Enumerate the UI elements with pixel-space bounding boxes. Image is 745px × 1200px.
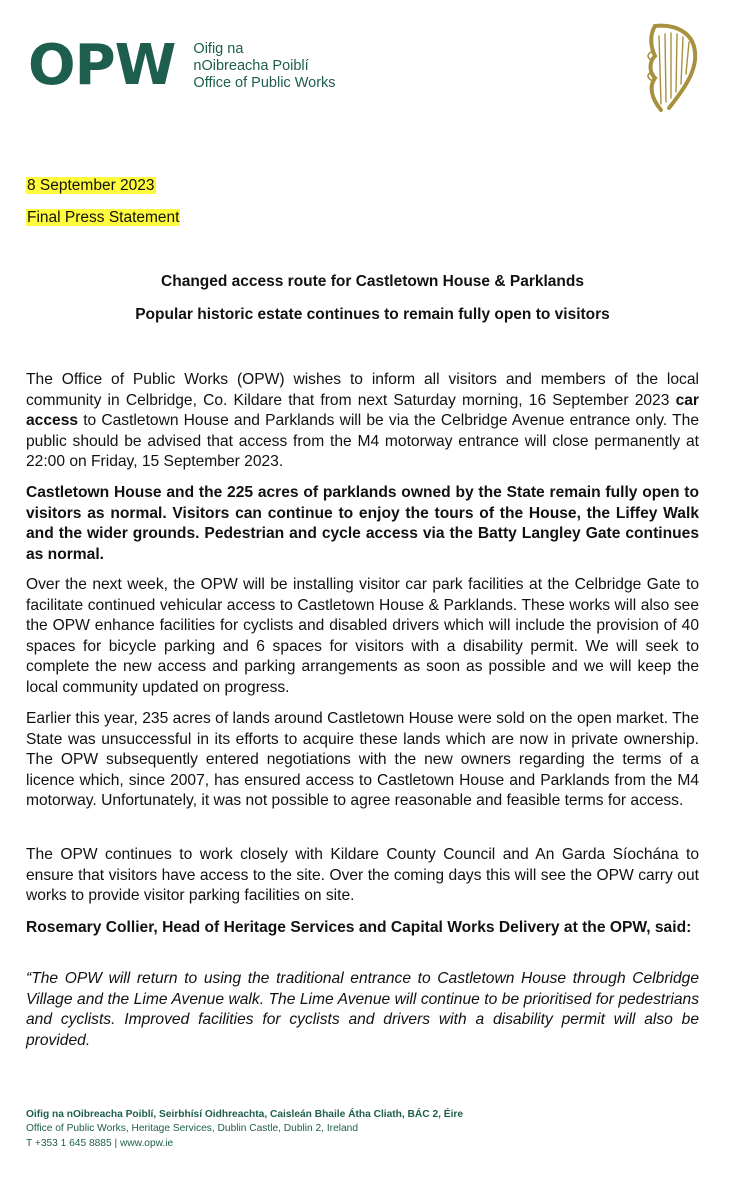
paragraph-6-speaker: Rosemary Collier, Head of Heritage Services and Capital Works Delivery at the OPW, said: xyxy=(26,919,692,936)
paragraph-5: The OPW continues to work closely with Kildare County Council and An Garda Síochána to ensure that visitors have access to the site. Over the coming days this will see the OPW carry out works to provide visitor parking facilities on site. xyxy=(26,846,699,905)
logo-mark: OPW xyxy=(28,33,176,98)
press-date xyxy=(26,176,156,196)
logo-line-english: Office of Public Works xyxy=(193,74,336,91)
paragraph-1 xyxy=(26,370,699,473)
paragraph-1-part-a: The Office of Public Works (OPW) wishes to inform all visitors and members of the local community in Celbridge, Co. Kildare that from next Saturday morning, 16 September 2023 xyxy=(26,371,699,409)
press-date-text: 8 September 2023 xyxy=(27,177,155,194)
paragraph-1-part-b: to Castletown House and Parklands will be via the Celbridge Avenue entrance only. The public should be advised that access from the M4 motorway entrance will close permanently at 22:00 on Friday, 15 September 2023. xyxy=(26,412,699,471)
statement-type xyxy=(26,208,180,228)
paragraph-4: Earlier this year, 235 acres of lands around Castletown House were sold on the open market. The State was unsuccessful in its efforts to acquire these lands which are now in private ownership. The OPW subsequently entered negotiations with the new owners regarding the terms of a licence which, since 2007, has ensured access to Castletown House and Parklands from the M4 motorway. Unfortunately, it was not possible to agree reasonable and feasible terms for access. xyxy=(26,710,699,810)
logo-line-irish-1: Oifig na xyxy=(193,40,244,57)
footer-line-irish: Oifig na nOibreacha Poiblí, Seirbhísí Oidhreachta, Caisleán Bhaile Átha Cliath, BÁC 2, Éire xyxy=(26,1109,464,1120)
statement-type-text: Final Press Statement xyxy=(27,209,180,226)
footer-line-contact: T +353 1 645 8885 | www.opw.ie xyxy=(26,1137,174,1149)
opw-logo xyxy=(28,33,336,98)
footer xyxy=(26,1108,463,1151)
footer-line-english: Office of Public Works, Heritage Services, Dublin Castle, Dublin 2, Ireland xyxy=(26,1123,358,1135)
logo-text xyxy=(193,41,335,92)
paragraph-1-bold: car access xyxy=(26,391,699,430)
paragraph-7-quote: “The OPW will return to using the traditional entrance to Castletown House through Celbridge Village and the Lime Avenue walk. The Lime Avenue will continue to be prioritised for pedestrians and cyclists. Improved facilities for cyclists and drivers with a disability permit will also be provided. xyxy=(26,970,699,1049)
harp-icon xyxy=(641,22,701,114)
paragraph-2: Castletown House and the 225 acres of parklands owned by the State remain fully open to visitors as normal. Visitors can continue to enjoy the tours of the House, the Liffey Walk and the wider grounds. Pedestrian and cycle access via the Batty Langley Gate continues as normal. xyxy=(26,484,699,563)
paragraph-3: Over the next week, the OPW will be installing visitor car park facilities at the Celbridge Gate to facilitate continued vehicular access to Castletown House & Parklands. These works will also see the OPW enhance facilities for cyclists and disabled drivers which will include the provision of 40 spaces for bicycle parking and 6 spaces for visitors with a disability permit. We will seek to complete the new access and parking arrangements as soon as possible and we will keep the local community updated on progress. xyxy=(26,576,699,696)
main-title: Changed access route for Castletown House & Parklands xyxy=(161,273,584,290)
sub-title: Popular historic estate continues to remain fully open to visitors xyxy=(135,306,610,323)
logo-line-irish-2: nOibreacha Poiblí xyxy=(193,57,309,74)
